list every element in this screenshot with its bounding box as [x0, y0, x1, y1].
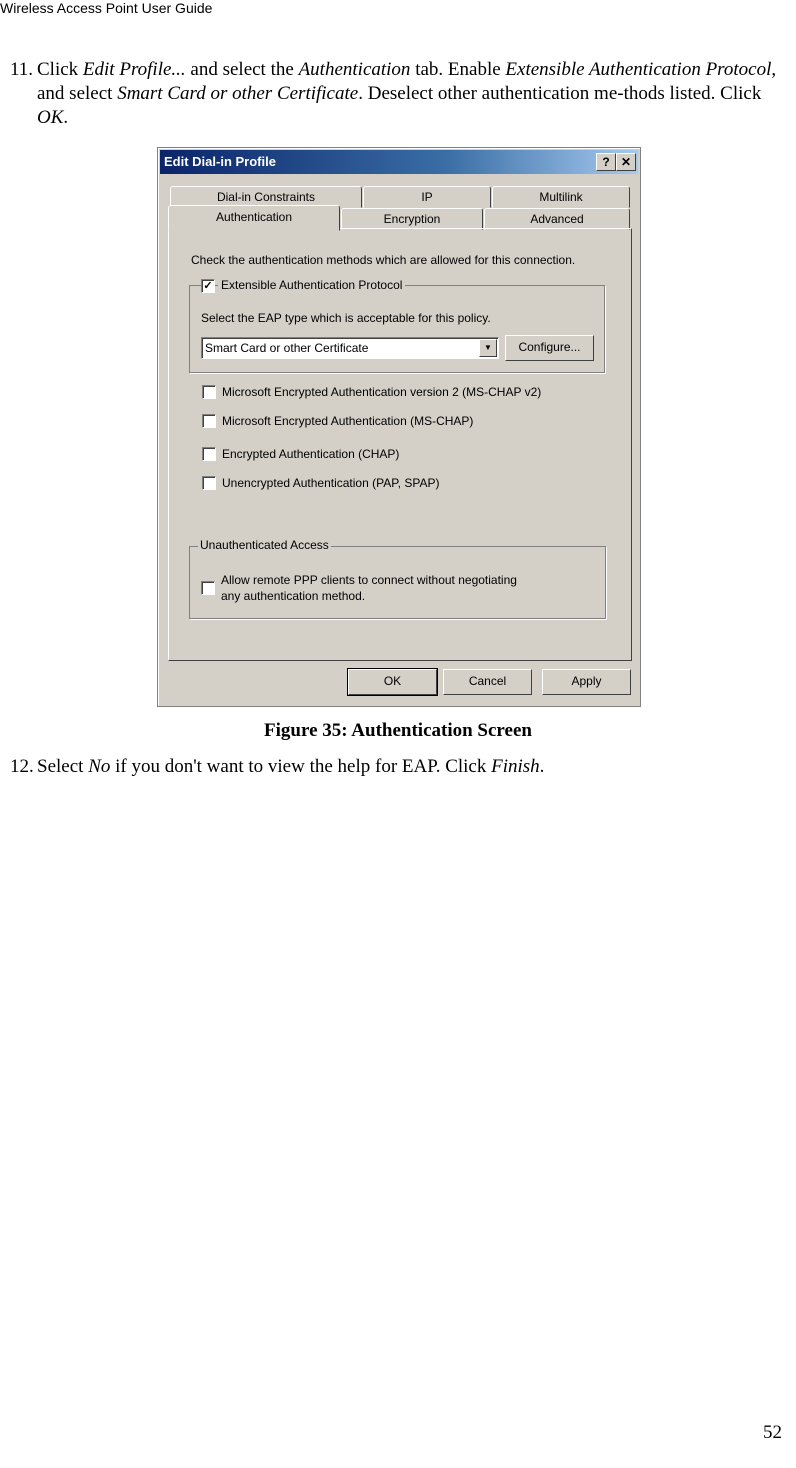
tab-authentication[interactable]: Authentication: [168, 205, 340, 231]
help-button[interactable]: ?: [596, 153, 616, 171]
page-number: 52: [763, 1422, 782, 1443]
ok-button[interactable]: OK: [348, 669, 437, 695]
unauthenticated-checkbox[interactable]: [201, 581, 215, 595]
emphasis: Extensible Authentication Protocol: [505, 59, 772, 80]
chevron-down-icon[interactable]: ▼: [479, 339, 497, 357]
emphasis: Edit Profile...: [82, 59, 186, 80]
cancel-button[interactable]: Cancel: [443, 669, 532, 695]
chap-label: Encrypted Authentication (CHAP): [222, 447, 400, 461]
text: Select: [37, 756, 89, 777]
tab-ip[interactable]: IP: [363, 186, 491, 208]
mschap-checkbox[interactable]: [202, 414, 216, 428]
emphasis: Authentication: [298, 59, 411, 80]
text: .: [539, 756, 545, 777]
eap-type-value: Smart Card or other Certificate: [205, 341, 369, 355]
text: if you don't want to view the help for EAP. Click: [110, 756, 492, 777]
dialog-title: Edit Dial-in Profile: [164, 154, 276, 169]
apply-button[interactable]: Apply: [542, 669, 631, 695]
text: , and select: [37, 59, 777, 104]
step-11: [10, 58, 780, 130]
figure-caption: Figure 35: Authentication Screen: [264, 720, 532, 741]
mschap-v2-label: Microsoft Encrypted Authentication version 2 (MS-CHAP v2): [222, 385, 542, 399]
tab-dial-in-constraints[interactable]: Dial-in Constraints: [170, 186, 362, 208]
text: tab. Enable: [410, 59, 506, 80]
emphasis: No: [88, 756, 111, 777]
instruction-text: Check the authentication methods which are allowed for this connection.: [191, 253, 576, 267]
unauthenticated-label-line2: any authentication method.: [221, 589, 366, 603]
configure-button[interactable]: Configure...: [505, 335, 594, 361]
text: .: [63, 107, 69, 128]
group-legend: Unauthenticated Access: [200, 538, 329, 552]
eap-group: [189, 278, 605, 373]
step-text: [37, 58, 780, 130]
running-header: Wireless Access Point User Guide: [0, 0, 213, 16]
eap-type-select[interactable]: [201, 337, 499, 359]
tab-encryption[interactable]: Encryption: [341, 208, 483, 230]
emphasis: Finish: [491, 756, 540, 777]
text: and select the: [185, 59, 299, 80]
emphasis: Smart Card or other Certificate: [117, 83, 359, 104]
unauthenticated-label-line1: Allow remote PPP clients to connect without negotiating: [221, 573, 517, 587]
step-text: [37, 755, 780, 779]
close-button[interactable]: ✕: [616, 153, 636, 171]
step-number: 12.: [10, 756, 34, 777]
step-12: [10, 755, 780, 779]
text: Click: [37, 59, 83, 80]
pap-spap-label: Unencrypted Authentication (PAP, SPAP): [222, 476, 440, 490]
tab-advanced[interactable]: Advanced: [484, 208, 630, 230]
eap-checkbox[interactable]: ✓: [201, 279, 215, 293]
mschap-v2-checkbox[interactable]: [202, 385, 216, 399]
eap-checkbox-label: Extensible Authentication Protocol: [218, 278, 405, 292]
authentication-panel: [168, 228, 632, 661]
edit-dial-in-profile-dialog: [157, 147, 641, 707]
eap-type-label: Select the EAP type which is acceptable for this policy.: [201, 311, 491, 325]
step-number: 11.: [10, 59, 34, 80]
emphasis: OK: [37, 107, 64, 128]
pap-spap-checkbox[interactable]: [202, 476, 216, 490]
unauthenticated-access-group: [189, 538, 606, 619]
tab-multilink[interactable]: Multilink: [492, 186, 630, 208]
mschap-label: Microsoft Encrypted Authentication (MS-CHAP): [222, 414, 474, 428]
text: . Deselect other authentication me-thods listed. Click: [358, 83, 762, 104]
chap-checkbox[interactable]: [202, 447, 216, 461]
title-bar: [160, 150, 638, 174]
